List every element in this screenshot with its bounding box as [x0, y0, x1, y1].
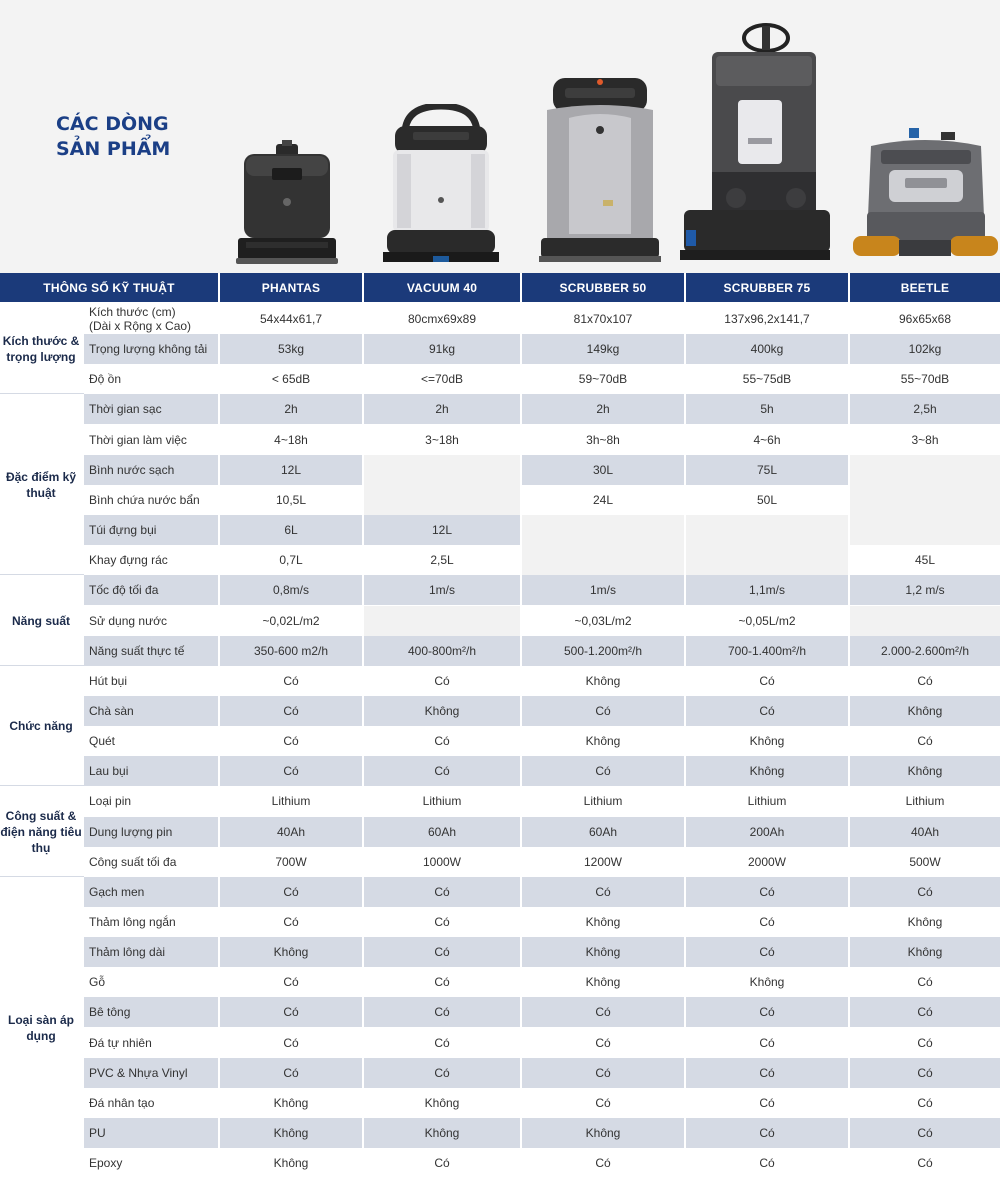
- value-cell: Có: [686, 877, 848, 907]
- value-cell: [686, 545, 848, 575]
- row-label: Lau bụi: [84, 756, 218, 786]
- value-cell: 10,5L: [220, 485, 362, 515]
- table-row: [84, 455, 1000, 485]
- table-row: [84, 666, 1000, 696]
- row-label: Chà sàn: [84, 696, 218, 726]
- value-cell: 2000W: [686, 847, 848, 877]
- row-label: Đá nhân tạo: [84, 1088, 218, 1118]
- value-cell: 1,2 m/s: [850, 575, 1000, 605]
- value-cell: Không: [522, 907, 684, 937]
- phantas-robot-image: [232, 140, 342, 266]
- value-cell: 400kg: [686, 334, 848, 364]
- value-cell: Có: [850, 1148, 1000, 1178]
- value-cell: Có: [522, 877, 684, 907]
- value-cell: Có: [220, 756, 362, 786]
- row-label: Thời gian sạc: [84, 394, 218, 424]
- value-cell: 1m/s: [364, 575, 520, 605]
- value-cell: 2,5L: [364, 545, 520, 575]
- row-label: Năng suất thực tế: [84, 636, 218, 666]
- table-row: [84, 425, 1000, 455]
- header-product-3: [522, 273, 684, 302]
- value-cell: [850, 485, 1000, 515]
- value-cell: Không: [220, 937, 362, 967]
- value-cell: Không: [220, 1088, 362, 1118]
- header-product-1: [220, 273, 362, 302]
- value-cell: 200Ah: [686, 817, 848, 847]
- vacuum-40-robot-image: [383, 104, 499, 266]
- row-label: Epoxy: [84, 1148, 218, 1178]
- value-cell: Có: [522, 997, 684, 1027]
- value-cell: Có: [850, 1088, 1000, 1118]
- table-row: [84, 364, 1000, 394]
- value-cell: 24L: [522, 485, 684, 515]
- value-cell: Có: [220, 1058, 362, 1088]
- table-row: [84, 575, 1000, 605]
- value-cell: 59~70dB: [522, 364, 684, 394]
- value-cell: 3~18h: [364, 425, 520, 455]
- table-row: [84, 817, 1000, 847]
- table-row: [84, 997, 1000, 1027]
- value-cell: 700-1.400m²/h: [686, 636, 848, 666]
- value-cell: Có: [850, 1118, 1000, 1148]
- value-cell: Không: [364, 1088, 520, 1118]
- group-label: Loại sàn áp dụng: [0, 877, 84, 1179]
- row-label: Bình chứa nước bẩn: [84, 485, 218, 515]
- value-cell: < 65dB: [220, 364, 362, 394]
- value-cell: 96x65x68: [850, 304, 1000, 334]
- value-cell: 40Ah: [220, 817, 362, 847]
- value-cell: 4~6h: [686, 425, 848, 455]
- group-label: Công suất & điện năng tiêu thụ: [0, 786, 84, 876]
- row-label: PVC & Nhựa Vinyl: [84, 1058, 218, 1088]
- value-cell: Không: [220, 1148, 362, 1178]
- value-cell: Có: [220, 907, 362, 937]
- table-row: [84, 1148, 1000, 1178]
- value-cell: 1200W: [522, 847, 684, 877]
- row-label: Tốc độ tối đa: [84, 575, 218, 605]
- value-cell: ~0,05L/m2: [686, 606, 848, 636]
- scrubber-50-robot-image: [539, 74, 661, 264]
- value-cell: 500W: [850, 847, 1000, 877]
- value-cell: [850, 455, 1000, 485]
- value-cell: 4~18h: [220, 425, 362, 455]
- header-product-1-label: PHANTAS: [261, 280, 321, 295]
- value-cell: 149kg: [522, 334, 684, 364]
- table-row: [84, 1058, 1000, 1088]
- value-cell: Có: [220, 997, 362, 1027]
- header-product-2: [364, 273, 520, 302]
- header-product-3-label: SCRUBBER 50: [559, 280, 647, 295]
- table-row: [84, 756, 1000, 786]
- value-cell: Có: [522, 1148, 684, 1178]
- row-label: PU: [84, 1118, 218, 1148]
- value-cell: 81x70x107: [522, 304, 684, 334]
- value-cell: Có: [686, 997, 848, 1027]
- table-row: [84, 1118, 1000, 1148]
- value-cell: 2h: [522, 394, 684, 424]
- value-cell: Lithium: [364, 786, 520, 816]
- value-cell: 137x96,2x141,7: [686, 304, 848, 334]
- value-cell: [850, 515, 1000, 545]
- table-row: [84, 696, 1000, 726]
- table-row: [84, 545, 1000, 575]
- row-label: Bê tông: [84, 997, 218, 1027]
- value-cell: 53kg: [220, 334, 362, 364]
- hero-banner: [0, 0, 1000, 273]
- value-cell: Có: [220, 1028, 362, 1058]
- value-cell: Có: [686, 907, 848, 937]
- value-cell: [364, 455, 520, 485]
- row-label: Khay đựng rác: [84, 545, 218, 575]
- value-cell: 0,8m/s: [220, 575, 362, 605]
- value-cell: Không: [364, 1118, 520, 1148]
- value-cell: 500-1.200m²/h: [522, 636, 684, 666]
- row-label: Thời gian làm việc: [84, 425, 218, 455]
- header-spec: [0, 273, 218, 302]
- value-cell: [522, 545, 684, 575]
- value-cell: ~0,02L/m2: [220, 606, 362, 636]
- value-cell: [686, 515, 848, 545]
- value-cell: 350-600 m2/h: [220, 636, 362, 666]
- row-label: Kích thước (cm) (Dài x Rộng x Cao): [84, 304, 218, 334]
- value-cell: 5h: [686, 394, 848, 424]
- value-cell: [364, 606, 520, 636]
- value-cell: Có: [364, 726, 520, 756]
- value-cell: 700W: [220, 847, 362, 877]
- row-label: Độ ồn: [84, 364, 218, 394]
- value-cell: Không: [686, 967, 848, 997]
- value-cell: Có: [522, 1088, 684, 1118]
- value-cell: Có: [364, 1058, 520, 1088]
- value-cell: Có: [220, 666, 362, 696]
- value-cell: Có: [850, 877, 1000, 907]
- group-label: Kích thước & trọng lượng: [0, 304, 84, 394]
- value-cell: 2h: [364, 394, 520, 424]
- row-label: Thảm lông ngắn: [84, 907, 218, 937]
- row-label: Sử dụng nước: [84, 606, 218, 636]
- value-cell: [850, 606, 1000, 636]
- table-row: [84, 786, 1000, 816]
- table-row: [84, 877, 1000, 907]
- table-row: [84, 1088, 1000, 1118]
- value-cell: 50L: [686, 485, 848, 515]
- value-cell: Có: [364, 907, 520, 937]
- table-row: [84, 847, 1000, 877]
- row-label: Trọng lượng không tải: [84, 334, 218, 364]
- page-title: [56, 112, 170, 162]
- row-label: Gạch men: [84, 877, 218, 907]
- value-cell: Lithium: [220, 786, 362, 816]
- value-cell: ~0,03L/m2: [522, 606, 684, 636]
- value-cell: Không: [220, 1118, 362, 1148]
- value-cell: 54x44x61,7: [220, 304, 362, 334]
- value-cell: Không: [850, 696, 1000, 726]
- value-cell: Có: [364, 967, 520, 997]
- value-cell: 55~75dB: [686, 364, 848, 394]
- value-cell: 91kg: [364, 334, 520, 364]
- value-cell: 1,1m/s: [686, 575, 848, 605]
- value-cell: Có: [686, 1118, 848, 1148]
- value-cell: Có: [364, 1148, 520, 1178]
- value-cell: 0,7L: [220, 545, 362, 575]
- value-cell: 1m/s: [522, 575, 684, 605]
- table-row: [84, 485, 1000, 515]
- value-cell: Có: [850, 726, 1000, 756]
- table-row: [84, 515, 1000, 545]
- value-cell: Có: [220, 877, 362, 907]
- value-cell: Không: [522, 726, 684, 756]
- row-label: Hút bụi: [84, 666, 218, 696]
- value-cell: Có: [686, 696, 848, 726]
- value-cell: 75L: [686, 455, 848, 485]
- value-cell: Không: [522, 1118, 684, 1148]
- value-cell: 55~70dB: [850, 364, 1000, 394]
- value-cell: Không: [364, 696, 520, 726]
- value-cell: 1000W: [364, 847, 520, 877]
- value-cell: Không: [522, 967, 684, 997]
- value-cell: Có: [850, 1058, 1000, 1088]
- title-line-1: CÁC DÒNG: [56, 113, 169, 135]
- value-cell: Có: [850, 967, 1000, 997]
- value-cell: Không: [850, 937, 1000, 967]
- row-label: Bình nước sạch: [84, 455, 218, 485]
- value-cell: Có: [850, 997, 1000, 1027]
- row-label: Đá tự nhiên: [84, 1028, 218, 1058]
- value-cell: Có: [364, 1028, 520, 1058]
- value-cell: 12L: [364, 515, 520, 545]
- value-cell: Có: [364, 997, 520, 1027]
- value-cell: Không: [850, 756, 1000, 786]
- value-cell: 2h: [220, 394, 362, 424]
- value-cell: 2,5h: [850, 394, 1000, 424]
- table-row: [84, 726, 1000, 756]
- value-cell: 12L: [220, 455, 362, 485]
- value-cell: Lithium: [686, 786, 848, 816]
- beetle-robot-image: [853, 128, 998, 264]
- value-cell: Có: [850, 1028, 1000, 1058]
- row-label: Dung lượng pin: [84, 817, 218, 847]
- value-cell: Có: [364, 877, 520, 907]
- value-cell: Có: [364, 937, 520, 967]
- row-label: Công suất tối đa: [84, 847, 218, 877]
- header-product-4-label: SCRUBBER 75: [723, 280, 811, 295]
- value-cell: [364, 485, 520, 515]
- row-label: Loại pin: [84, 786, 218, 816]
- header-product-5: [850, 273, 1000, 302]
- value-cell: 60Ah: [522, 817, 684, 847]
- value-cell: 80cmx69x89: [364, 304, 520, 334]
- value-cell: 40Ah: [850, 817, 1000, 847]
- row-label: Gỗ: [84, 967, 218, 997]
- value-cell: 3~8h: [850, 425, 1000, 455]
- header-product-2-label: VACUUM 40: [406, 280, 478, 295]
- row-label: Quét: [84, 726, 218, 756]
- group-label: Đặc điểm kỹ thuật: [0, 394, 84, 575]
- value-cell: Không: [850, 907, 1000, 937]
- value-cell: Có: [522, 696, 684, 726]
- table-row: [84, 636, 1000, 666]
- value-cell: Có: [686, 666, 848, 696]
- table-row: [84, 606, 1000, 636]
- value-cell: Có: [850, 666, 1000, 696]
- title-line-2: SẢN PHẨM: [56, 138, 171, 160]
- row-label: Thảm lông dài: [84, 937, 218, 967]
- table-row: [84, 907, 1000, 937]
- value-cell: 3h~8h: [522, 425, 684, 455]
- value-cell: 102kg: [850, 334, 1000, 364]
- value-cell: 60Ah: [364, 817, 520, 847]
- table-row: [84, 1028, 1000, 1058]
- table-row: [84, 304, 1000, 334]
- value-cell: Có: [686, 1088, 848, 1118]
- value-cell: Có: [364, 666, 520, 696]
- value-cell: Có: [220, 967, 362, 997]
- value-cell: Có: [686, 1058, 848, 1088]
- row-label: Túi đựng bụi: [84, 515, 218, 545]
- value-cell: 6L: [220, 515, 362, 545]
- table-row: [84, 967, 1000, 997]
- group-label: Năng suất: [0, 575, 84, 665]
- value-cell: Có: [522, 1058, 684, 1088]
- value-cell: Không: [522, 666, 684, 696]
- value-cell: Có: [220, 726, 362, 756]
- table-row: [84, 334, 1000, 364]
- value-cell: Có: [522, 1028, 684, 1058]
- value-cell: Không: [522, 937, 684, 967]
- scrubber-75-robot-image: [676, 22, 832, 266]
- value-cell: [522, 515, 684, 545]
- header-product-5-label: BEETLE: [900, 280, 950, 295]
- group-label: Chức năng: [0, 666, 84, 787]
- table-row: [84, 394, 1000, 424]
- table-row: [84, 937, 1000, 967]
- value-cell: Lithium: [522, 786, 684, 816]
- value-cell: Có: [522, 756, 684, 786]
- header-spec-label: THÔNG SỐ KỸ THUẬT: [43, 280, 175, 295]
- value-cell: Có: [686, 937, 848, 967]
- value-cell: 45L: [850, 545, 1000, 575]
- value-cell: Không: [686, 726, 848, 756]
- value-cell: Có: [686, 1148, 848, 1178]
- header-product-4: [686, 273, 848, 302]
- value-cell: <=70dB: [364, 364, 520, 394]
- value-cell: Lithium: [850, 786, 1000, 816]
- value-cell: Không: [686, 756, 848, 786]
- value-cell: Có: [364, 756, 520, 786]
- value-cell: 400-800m²/h: [364, 636, 520, 666]
- value-cell: 2.000-2.600m²/h: [850, 636, 1000, 666]
- value-cell: Có: [220, 696, 362, 726]
- value-cell: Có: [686, 1028, 848, 1058]
- value-cell: 30L: [522, 455, 684, 485]
